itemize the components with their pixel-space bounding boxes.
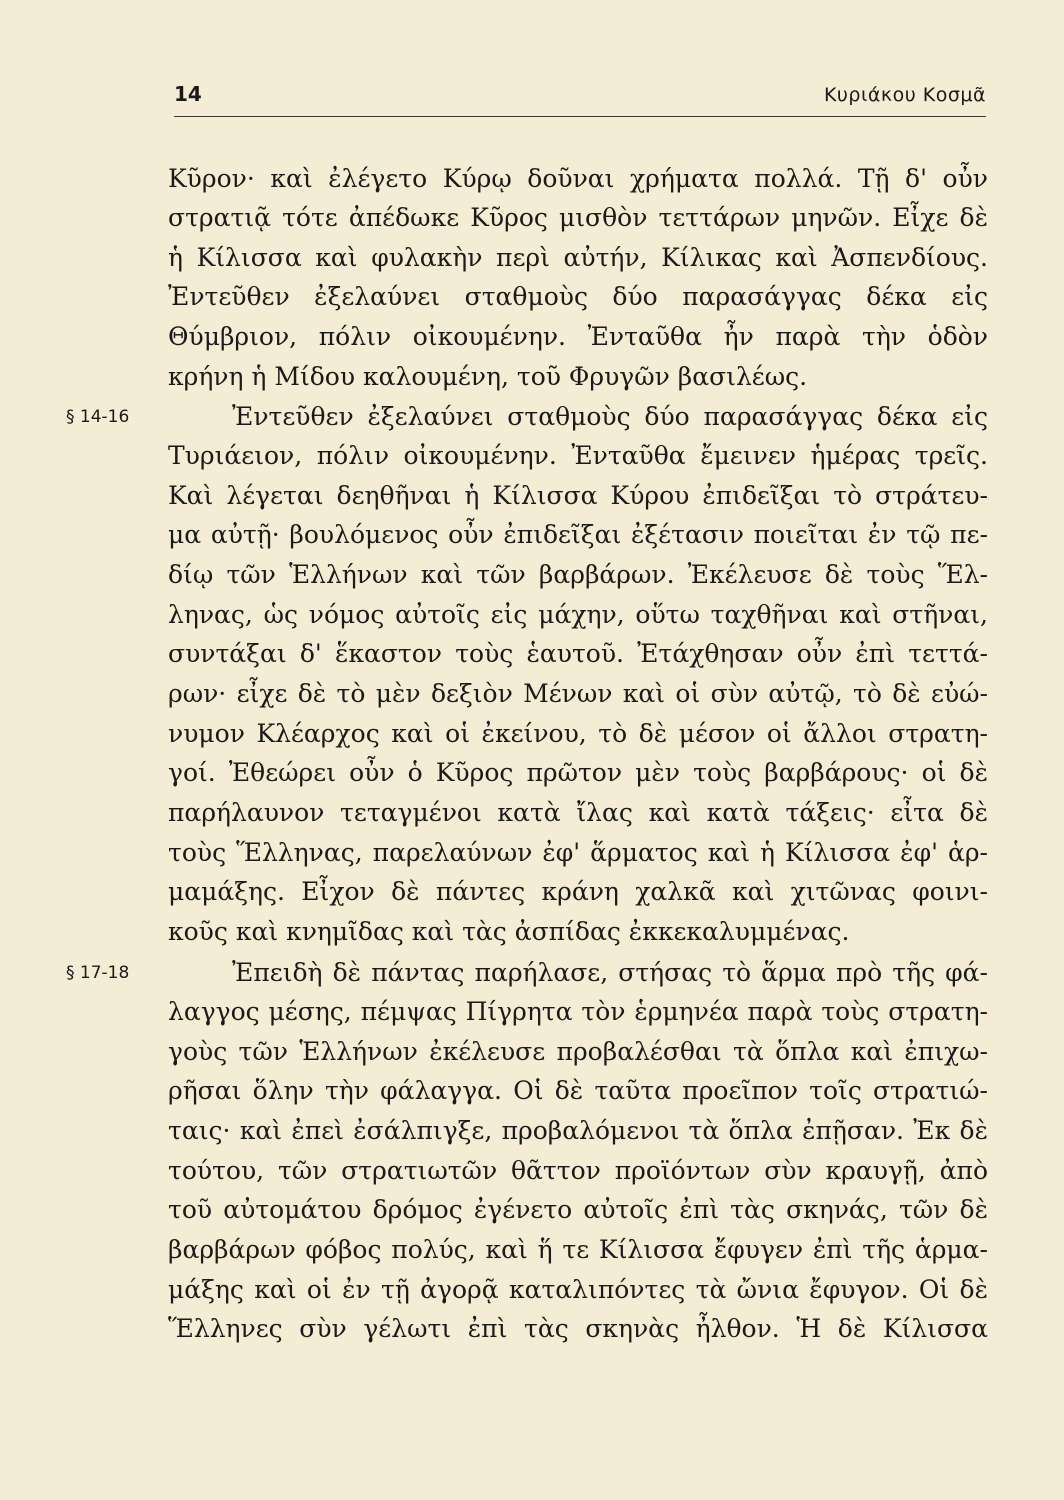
- text-line: παρήλαυνον τεταγμένοι κατὰ ἴλας καὶ κατὰ τάξεις· εἶτα δὲ: [168, 798, 988, 827]
- text-line: ρῆσαι ὅλην τὴν φάλαγγα. Οἱ δὲ ταῦτα προεῖπον τοῖς στρατιώ-: [168, 1076, 988, 1105]
- section-ref-14-16: § 14-16: [66, 407, 130, 427]
- text-line: λαγγος μέσης, πέμψας Πίγρητα τὸν ἑρμηνέα παρὰ τοὺς στρατη-: [168, 997, 988, 1026]
- text-line: Ἐντεῦθεν ἐξελαύνει σταθμοὺς δύο παρασάγγας δέκα εἰς: [232, 402, 988, 431]
- text-line: Κῦρον· καὶ ἐλέγετο Κύρῳ δοῦναι χρήματα πολλά. Τῇ δ' οὖν: [168, 164, 988, 193]
- text-line: κοῦς καὶ κνημῖδας καὶ τὰς ἀσπίδας ἐκκεκαλυμμένας.: [168, 917, 850, 946]
- text-line: στρατιᾷ τότε ἀπέδωκε Κῦρος μισθὸν τεττάρων μηνῶν. Εἶχε δὲ: [168, 203, 988, 232]
- text-line: νυμον Κλέαρχος καὶ οἱ ἐκείνου, τὸ δὲ μέσον οἱ ἄλλοι στρατη-: [168, 719, 988, 748]
- text-line: Ἐπειδὴ δὲ πάντας παρήλασε, στήσας τὸ ἅρμα πρὸ τῆς φά-: [232, 958, 988, 987]
- text-line: τούτου, τῶν στρατιωτῶν θᾶττον προϊόντων σὺν κραυγῇ, ἀπὸ: [168, 1156, 988, 1185]
- text-line: συντάξαι δ' ἕκαστον τοὺς ἑαυτοῦ. Ἐτάχθησαν οὖν ἐπὶ τεττά-: [168, 639, 988, 668]
- text-line: γοὺς τῶν Ἑλλήνων ἐκέλευσε προβαλέσθαι τὰ ὅπλα καὶ ἐπιχω-: [168, 1037, 988, 1066]
- text-line: ἡ Κίλισσα καὶ φυλακὴν περὶ αὐτήν, Κίλικας καὶ Ἀσπενδίους.: [168, 243, 988, 272]
- text-line: βαρβάρων φόβος πολύς, καὶ ἥ τε Κίλισσα ἔφυγεν ἐπὶ τῆς ἁρμα-: [168, 1235, 988, 1264]
- text-line: τοὺς Ἕλληνας, παρελαύνων ἐφ' ἅρματος καὶ ἡ Κίλισσα ἐφ' ἁρ-: [168, 838, 988, 867]
- text-line: γοί. Ἐθεώρει οὖν ὁ Κῦρος πρῶτον μὲν τοὺς βαρβάρους· οἱ δὲ: [168, 758, 988, 787]
- text-line: κρήνη ἡ Μίδου καλουμένη, τοῦ Φρυγῶν βασιλέως.: [168, 362, 808, 391]
- running-head: Κυριάκου Κοσμᾶ: [823, 84, 986, 106]
- page-number: 14: [174, 82, 202, 106]
- text-line: ταις· καὶ ἐπεὶ ἐσάλπιγξε, προβαλόμενοι τὰ ὅπλα ἐπῇσαν. Ἐκ δὲ: [168, 1116, 988, 1145]
- text-line: δίῳ τῶν Ἑλλήνων καὶ τῶν βαρβάρων. Ἐκέλευσε δὲ τοὺς Ἕλ-: [168, 560, 988, 589]
- text-line: ρων· εἶχε δὲ τὸ μὲν δεξιὸν Μένων καὶ οἱ σὺν αὐτῷ, τὸ δὲ εὐώ-: [168, 679, 988, 708]
- text-line: τοῦ αὐτομάτου δρόμος ἐγένετο αὐτοῖς ἐπὶ τὰς σκηνάς, τῶν δὲ: [168, 1195, 988, 1224]
- text-line: Τυριάειον, πόλιν οἰκουμένην. Ἐνταῦθα ἔμεινεν ἡμέρας τρεῖς.: [168, 441, 988, 470]
- text-line: Καὶ λέγεται δεηθῆναι ἡ Κίλισσα Κύρου ἐπιδεῖξαι τὸ στράτευ-: [168, 481, 988, 510]
- page-header: [174, 80, 986, 117]
- text-line: Ἕλληνες σὺν γέλωτι ἐπὶ τὰς σκηνὰς ἦλθον. Ἡ δὲ Κίλισσα: [168, 1314, 988, 1343]
- text-line: Ἐντεῦθεν ἐξελαύνει σταθμοὺς δύο παρασάγγας δέκα εἰς: [168, 282, 988, 311]
- text-line: ληνας, ὡς νόμος αὐτοῖς εἰς μάχην, οὕτω ταχθῆναι καὶ στῆναι,: [168, 600, 988, 629]
- text-line: Θύμβριον, πόλιν οἰκουμένην. Ἐνταῦθα ἦν παρὰ τὴν ὁδὸν: [168, 322, 988, 351]
- text-line: μάξης καὶ οἱ ἐν τῇ ἀγορᾷ καταλιπόντες τὰ ὤνια ἔφυγον. Οἱ δὲ: [168, 1275, 988, 1304]
- section-ref-17-18: § 17-18: [66, 963, 130, 983]
- text-line: μα αὐτῇ· βουλόμενος οὖν ἐπιδεῖξαι ἐξέτασιν ποιεῖται ἐν τῷ πε-: [168, 520, 988, 549]
- text-line: μαμάξης. Εἶχον δὲ πάντες κράνη χαλκᾶ καὶ χιτῶνας φοινι-: [168, 877, 988, 906]
